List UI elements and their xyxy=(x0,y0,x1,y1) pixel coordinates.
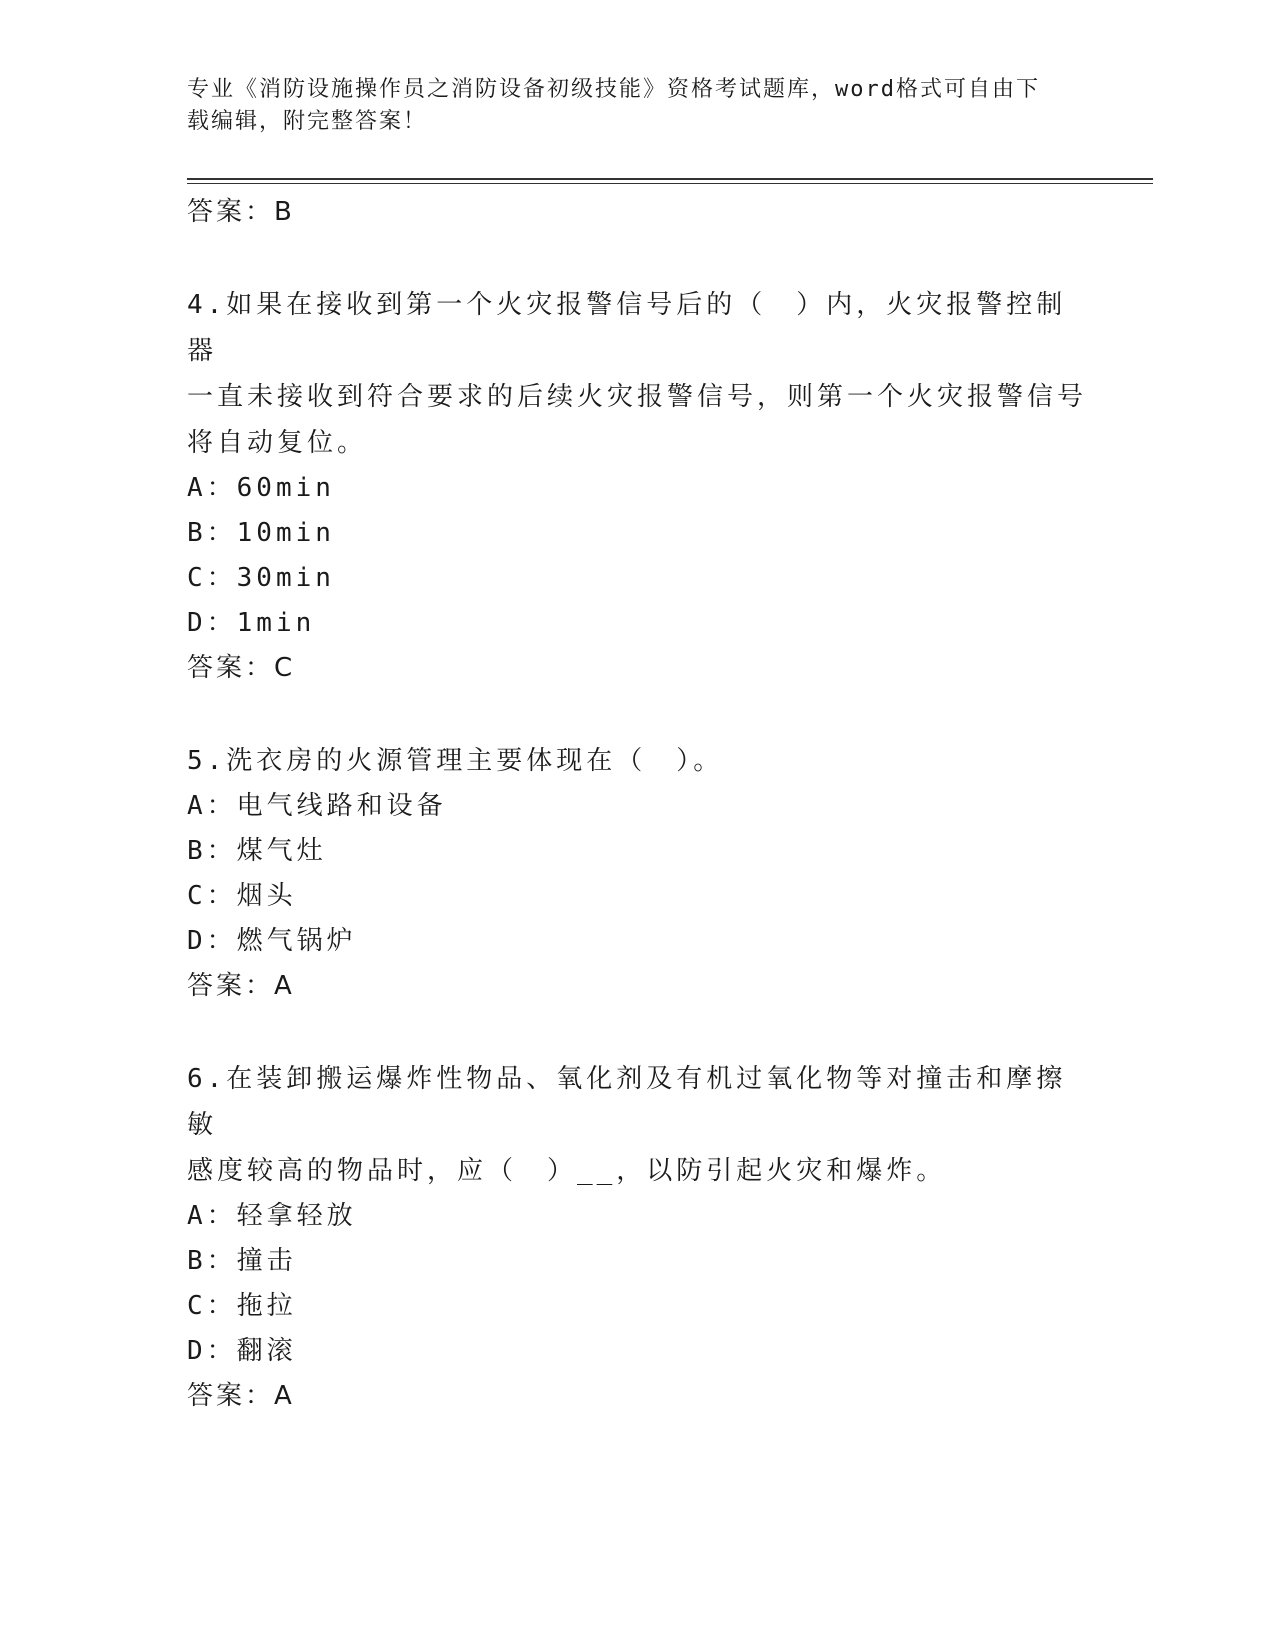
answer-line: 答案：B xyxy=(187,197,295,227)
question-text-line: 将自动复位。 xyxy=(187,428,368,458)
header-line-1: 专业《消防设施操作员之消防设备初级技能》资格考试题库，word格式可自由下 xyxy=(187,77,1040,102)
answer-line: 答案：A xyxy=(187,1381,295,1411)
option-a: A：电气线路和设备 xyxy=(187,791,447,821)
option-a: A：60min xyxy=(187,473,335,503)
option-d: D：1min xyxy=(187,608,316,638)
question-5 xyxy=(187,738,1087,784)
answer-line: 答案：A xyxy=(187,971,295,1001)
question-text-line: 感度较高的物品时，应（ ）__，以防引起火灾和爆炸。 xyxy=(187,1156,947,1186)
option-b: B：煤气灶 xyxy=(187,836,327,866)
option-c: C：烟头 xyxy=(187,881,297,911)
spacer xyxy=(187,1009,1087,1056)
header-divider-thin xyxy=(187,183,1153,184)
question-text-line: 6.在装卸搬运爆炸性物品、氧化剂及有机过氧化物等对撞击和摩擦敏 xyxy=(187,1064,1067,1140)
spacer xyxy=(187,235,1087,282)
document-header xyxy=(187,74,1087,138)
answer-line: 答案：C xyxy=(187,653,296,683)
option-b: B：10min xyxy=(187,518,335,548)
option-c: C：30min xyxy=(187,563,335,593)
option-c: C：拖拉 xyxy=(187,1291,297,1321)
option-a: A：轻拿轻放 xyxy=(187,1201,357,1231)
header-line-2: 载编辑，附完整答案！ xyxy=(187,109,428,134)
option-b: B：撞击 xyxy=(187,1246,297,1276)
question-6 xyxy=(187,1056,1087,1194)
header-divider-thick xyxy=(187,178,1153,180)
question-list xyxy=(187,190,1087,1419)
option-d: D：翻滚 xyxy=(187,1336,297,1366)
question-4 xyxy=(187,282,1087,466)
spacer xyxy=(187,691,1087,738)
question-text-line: 4.如果在接收到第一个火灾报警信号后的（ ）内，火灾报警控制器 xyxy=(187,290,1067,366)
question-text-line: 5.洗衣房的火源管理主要体现在（ ）。 xyxy=(187,746,724,776)
question-text-line: 一直未接收到符合要求的后续火灾报警信号，则第一个火灾报警信号 xyxy=(187,382,1088,412)
option-d: D：燃气锅炉 xyxy=(187,926,357,956)
